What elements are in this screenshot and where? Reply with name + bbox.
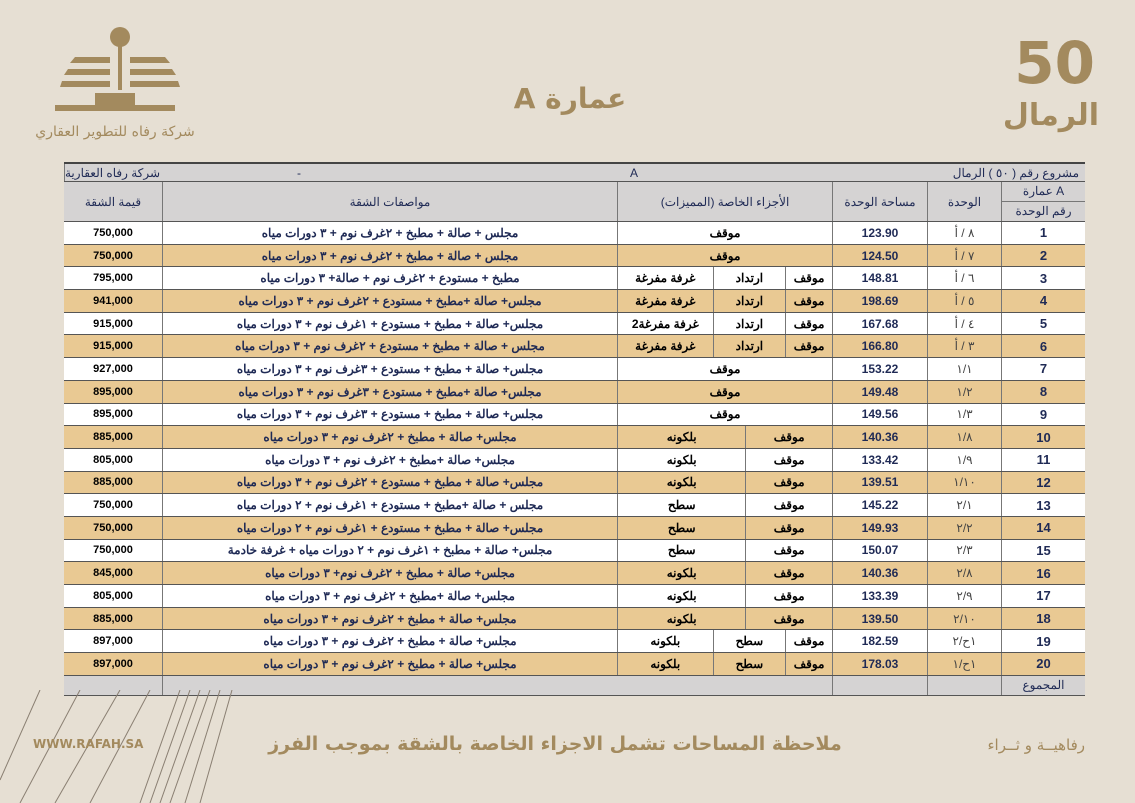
unit-area: 182.59 [832, 630, 927, 652]
units-table [64, 162, 1085, 696]
feature-cell: موقف [785, 653, 832, 675]
unit-price: 750,000 [93, 544, 133, 557]
table-row [64, 585, 1085, 608]
unit-area: 148.81 [832, 267, 927, 289]
row-number: 12 [1001, 472, 1085, 494]
unit-code: ٦ / أ [927, 267, 1001, 289]
unit-area: 133.42 [832, 449, 927, 471]
row-number: 10 [1001, 426, 1085, 448]
features-cell [617, 404, 832, 426]
unit-code: ١/٨ [927, 426, 1001, 448]
unit-code: ٢/١٠ [927, 608, 1001, 630]
unit-price: 897,000 [93, 635, 133, 648]
unit-area: 140.36 [832, 426, 927, 448]
row-number: 8 [1001, 381, 1085, 403]
feature-cell: موقف [745, 472, 832, 494]
feature-cell: موقف [785, 630, 832, 652]
feature-cell: موقف [785, 290, 832, 312]
building-label: A [630, 165, 639, 180]
unit-code: ٢/٣ [927, 540, 1001, 562]
dash-label: - [297, 165, 301, 180]
features-cell [617, 290, 832, 312]
unit-code: ١/٣ [927, 404, 1001, 426]
unit-price: 795,000 [93, 272, 133, 285]
features-cell [617, 358, 832, 380]
unit-code: ٢/١ [927, 494, 1001, 516]
table-row [64, 494, 1085, 517]
table-row [64, 267, 1085, 290]
unit-code: ١ح/١ [927, 653, 1001, 675]
palm-logo-icon [40, 25, 190, 120]
unit-spec: مجلس + صالة +مطبخ + مستودع + ١غرف نوم + ٢ دورات مياه [162, 494, 617, 516]
features-cell [617, 608, 832, 630]
feature-cell: موقف [745, 517, 832, 539]
table-row [64, 426, 1085, 449]
unit-spec: مجلس+ صالة + مطبخ + ١غرف نوم + ٢ دورات مياه + غرفة خادمة [162, 540, 617, 562]
unit-price: 915,000 [93, 317, 133, 330]
unit-price: 805,000 [93, 589, 133, 602]
unit-price: 845,000 [93, 567, 133, 580]
project-label: مشروع رقم ( ٥٠ ) الرمال [952, 165, 1079, 180]
feature-cell: سطح [713, 630, 786, 652]
feature-cell: بلكونه [666, 588, 697, 603]
feature-cell: سطح [667, 543, 696, 558]
feature-cell: بلكونه [666, 611, 697, 626]
header-area: مساحة الوحدة [832, 182, 927, 221]
project-name: الرمال [1002, 98, 1099, 133]
project-number: 50 [1014, 29, 1095, 97]
table-row [64, 335, 1085, 358]
feature-cell: موقف [745, 540, 832, 562]
unit-code: ٢/٨ [927, 562, 1001, 584]
feature-cell: ارتداد [713, 267, 786, 289]
unit-price: 897,000 [93, 657, 133, 670]
feature-cell: بلكونه [666, 430, 697, 445]
unit-price: 750,000 [93, 521, 133, 534]
row-number: 16 [1001, 562, 1085, 584]
unit-area: 123.90 [832, 222, 927, 244]
unit-area: 140.36 [832, 562, 927, 584]
table-row [64, 358, 1085, 381]
row-number: 18 [1001, 608, 1085, 630]
table-row [64, 630, 1085, 653]
row-number: 7 [1001, 358, 1085, 380]
total-label: المجموع [1001, 676, 1085, 695]
unit-spec: مجلس+ صالة +مطبخ + مستودع + ٢غرف نوم + ٣ دورات مياه [162, 290, 617, 312]
features-cell [617, 517, 832, 539]
row-number: 9 [1001, 404, 1085, 426]
unit-price: 941,000 [93, 294, 133, 307]
row-number: 1 [1001, 222, 1085, 244]
unit-area: 166.80 [832, 335, 927, 357]
row-number: 6 [1001, 335, 1085, 357]
unit-spec: مجلس+ صالة + مطبخ + مستودع + ٢غرف نوم + ٣ دورات مياه [162, 472, 617, 494]
unit-area: 124.50 [832, 245, 927, 267]
unit-area: 178.03 [832, 653, 927, 675]
row-number: 17 [1001, 585, 1085, 607]
feature-cell: 2غرفة مفرغة [631, 316, 699, 331]
feature-cell: سطح [667, 520, 696, 535]
feature-cell: موقف [745, 449, 832, 471]
slogan: رفاهيــة و ثــراء [987, 736, 1085, 754]
table-header [64, 182, 1085, 222]
features-cell [617, 313, 832, 335]
feature-cell: غرفة مفرغة [635, 339, 696, 354]
header-unit: الوحدة [927, 182, 1001, 221]
unit-price: 750,000 [93, 226, 133, 239]
unit-spec: مجلس+ صالة +مطبخ + ٢غرف نوم + ٣ دورات مياه [162, 585, 617, 607]
feature-cell: بلكونه [666, 566, 697, 581]
unit-code: ٧ / أ [927, 245, 1001, 267]
unit-code: ١/٩ [927, 449, 1001, 471]
unit-spec: مجلس+ صالة + مطبخ + مستودع + ١غرف نوم + ٣ دورات مياه [162, 313, 617, 335]
unit-price: 895,000 [93, 385, 133, 398]
row-number: 4 [1001, 290, 1085, 312]
header-features: الأجزاء الخاصة (المميزات) [617, 182, 832, 221]
footer-note: ملاحظة المساحات تشمل الاجزاء الخاصة بالشقة بموجب الفرز [268, 733, 842, 755]
unit-price: 885,000 [93, 431, 133, 444]
feature-cell: موقف [745, 562, 832, 584]
page-title: عمارة A [513, 82, 627, 115]
unit-code: ١/١٠ [927, 472, 1001, 494]
table-row [64, 290, 1085, 313]
feature-cell: موقف [709, 248, 741, 263]
features-cell [617, 585, 832, 607]
feature-cell: موقف [709, 407, 741, 422]
header-unit-no: رقم الوحدة [1015, 204, 1072, 219]
unit-area: 145.22 [832, 494, 927, 516]
features-cell [617, 245, 832, 267]
unit-area: 133.39 [832, 585, 927, 607]
unit-code: ٣ / أ [927, 335, 1001, 357]
unit-code: ١/٢ [927, 381, 1001, 403]
unit-spec: مجلس+ صالة + مطبخ + مستودع + ١غرف نوم + ٢ دورات مياه [162, 517, 617, 539]
feature-cell: بلكونه [650, 634, 681, 649]
unit-spec: مجلس+ صالة + مطبخ + مستودع + ٣غرف نوم + ٣ دورات مياه [162, 404, 617, 426]
row-number: 5 [1001, 313, 1085, 335]
features-cell [617, 449, 832, 471]
features-cell [617, 426, 832, 448]
feature-cell: بلكونه [666, 475, 697, 490]
feature-cell: موقف [785, 335, 832, 357]
unit-spec: مجلس+ صالة + مطبخ + مستودع + ٣غرف نوم + ٣ دورات مياه [162, 358, 617, 380]
feature-cell: سطح [667, 498, 696, 513]
unit-spec: مجلس+ صالة + مطبخ + ٢غرف نوم + ٣ دورات مياه [162, 630, 617, 652]
feature-cell: موقف [745, 608, 832, 630]
unit-code: ٤ / أ [927, 313, 1001, 335]
unit-spec: مجلس+ صالة + مطبخ + ٢غرف نوم + ٣ دورات مياه [162, 653, 617, 675]
feature-cell: بلكونه [650, 656, 681, 671]
unit-price: 885,000 [93, 476, 133, 489]
feature-cell: موقف [745, 585, 832, 607]
table-row [64, 608, 1085, 631]
website-link[interactable]: WWW.RAFAH.SA [33, 737, 144, 751]
features-cell [617, 653, 832, 675]
unit-price: 895,000 [93, 408, 133, 421]
unit-code: ٨ / أ [927, 222, 1001, 244]
features-cell [617, 562, 832, 584]
unit-area: 153.22 [832, 358, 927, 380]
unit-area: 139.51 [832, 472, 927, 494]
table-row [64, 313, 1085, 336]
table-row [64, 540, 1085, 563]
row-number: 11 [1001, 449, 1085, 471]
company-logo [20, 25, 210, 140]
unit-spec: مجلس+ صالة + مطبخ + ٢غرف نوم + ٣ دورات مياه [162, 608, 617, 630]
features-cell [617, 540, 832, 562]
header-building: عمارة A [1002, 182, 1085, 202]
unit-spec: مجلس + صالة + مطبخ + ٢غرف نوم + ٣ دورات مياه [162, 245, 617, 267]
feature-cell: غرفة مفرغة [635, 293, 696, 308]
table-row [64, 449, 1085, 472]
unit-spec: مجلس + صالة + مطبخ + ٢غرف نوم + ٣ دورات مياه [162, 222, 617, 244]
unit-spec: مطبخ + مستودع + ٢غرف نوم + صالة+ ٣ دورات مياه [162, 267, 617, 289]
features-cell [617, 222, 832, 244]
feature-cell: ارتداد [713, 313, 786, 335]
unit-spec: مجلس+ صالة + مطبخ + ٢غرف نوم + ٣ دورات مياه [162, 426, 617, 448]
table-row [64, 472, 1085, 495]
feature-cell: غرفة مفرغة [635, 271, 696, 286]
header-price: قيمة الشقة [84, 194, 142, 209]
feature-cell: موقف [745, 494, 832, 516]
unit-code: ٢/٩ [927, 585, 1001, 607]
unit-price: 750,000 [93, 499, 133, 512]
features-cell [617, 472, 832, 494]
table-row [64, 653, 1085, 676]
unit-area: 198.69 [832, 290, 927, 312]
row-number: 3 [1001, 267, 1085, 289]
row-number: 15 [1001, 540, 1085, 562]
table-row [64, 562, 1085, 585]
feature-cell: موقف [745, 426, 832, 448]
table-top-bar [64, 162, 1085, 182]
features-cell [617, 335, 832, 357]
row-number: 14 [1001, 517, 1085, 539]
feature-cell: ارتداد [713, 290, 786, 312]
unit-area: 167.68 [832, 313, 927, 335]
unit-area: 149.48 [832, 381, 927, 403]
unit-spec: مجلس+ صالة +مطبخ + مستودع + ٣غرف نوم + ٣ دورات مياه [162, 381, 617, 403]
unit-spec: مجلس+ صالة +مطبخ + ٢غرف نوم + ٣ دورات مياه [162, 449, 617, 471]
unit-area: 139.50 [832, 608, 927, 630]
table-row [64, 245, 1085, 268]
unit-area: 149.93 [832, 517, 927, 539]
feature-cell: موقف [709, 225, 741, 240]
unit-code: ١ح/٢ [927, 630, 1001, 652]
unit-area: 149.56 [832, 404, 927, 426]
features-cell [617, 494, 832, 516]
unit-area: 150.07 [832, 540, 927, 562]
features-cell [617, 630, 832, 652]
features-cell [617, 267, 832, 289]
table-row [64, 517, 1085, 540]
row-number: 20 [1001, 653, 1085, 675]
features-cell [617, 381, 832, 403]
feature-cell: موقف [709, 384, 741, 399]
unit-code: ١/١ [927, 358, 1001, 380]
feature-cell: ارتداد [713, 335, 786, 357]
row-number: 19 [1001, 630, 1085, 652]
table-row [64, 222, 1085, 245]
unit-code: ٢/٢ [927, 517, 1001, 539]
unit-price: 927,000 [93, 362, 133, 375]
unit-price: 750,000 [93, 249, 133, 262]
unit-spec: مجلس + صالة + مطبخ + مستودع + ٢غرف نوم + ٣ دورات مياه [162, 335, 617, 357]
unit-price: 885,000 [93, 612, 133, 625]
feature-cell: سطح [713, 653, 786, 675]
feature-cell: موقف [709, 361, 741, 376]
unit-code: ٥ / أ [927, 290, 1001, 312]
company-label: شركة رفاه العقارية [64, 164, 224, 181]
unit-spec: مجلس+ صالة + مطبخ + ٢غرف نوم+ ٣ دورات مياه [162, 562, 617, 584]
row-number: 13 [1001, 494, 1085, 516]
row-number: 2 [1001, 245, 1085, 267]
table-row [64, 381, 1085, 404]
feature-cell: بلكونه [666, 452, 697, 467]
table-row [64, 404, 1085, 427]
header-spec: مواصفات الشقة [162, 182, 617, 221]
feature-cell: موقف [785, 267, 832, 289]
unit-price: 915,000 [93, 340, 133, 353]
unit-price: 805,000 [93, 453, 133, 466]
feature-cell: موقف [785, 313, 832, 335]
logo-text: شركة رفاه للتطوير العقاري [35, 124, 195, 140]
